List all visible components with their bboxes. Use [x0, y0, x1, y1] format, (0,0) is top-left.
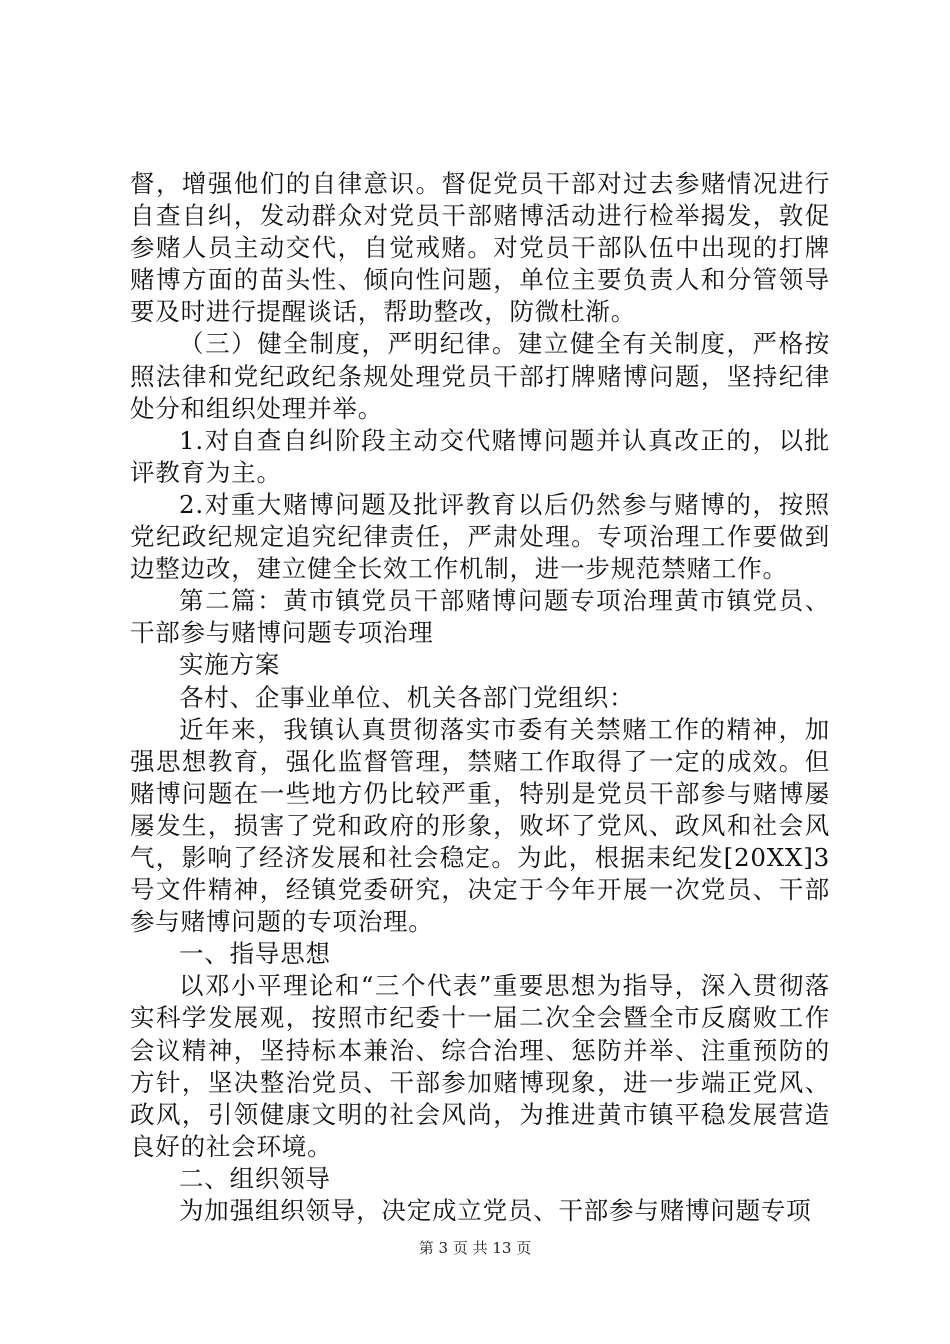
heading-guiding-ideology: 一、指导思想	[179, 939, 331, 969]
paragraph-4: 2.对重大赌博问题及批评教育以后仍然参与赌博的，按照党纪政纪规定追究纪律责任，严肃处理。专项治理工作要做到边整边改，建立健全长效工作机制，进一步规范禁赌工作。	[130, 489, 830, 584]
page-number-footer: 第 3 页 共 13 页	[418, 1239, 532, 1257]
section-title-part-two: 第二篇：黄市镇党员干部赌博问题专项治理黄市镇党员、干部参与赌博问题专项治理	[130, 586, 830, 648]
paragraph-1: 督，增强他们的自律意识。督促党员干部对过去参赌情况进行自查自纠，发动群众对党员干部赌博活动进行检举揭发，敦促参赌人员主动交代，自觉戒赌。对党员干部队伍中出现的打牌赌博方面的苗头性、倾向性问题，单位主要负责人和分管领导要及时进行提醒谈话，帮助整改，防微杜渐。	[130, 169, 830, 327]
paragraph-2: （三）健全制度，严明纪律。建立健全有关制度，严格按照法律和党纪政纪条规处理党员干部打牌赌博问题，坚持纪律处分和组织处理并举。	[130, 329, 830, 423]
section-subtitle-plan: 实施方案	[179, 650, 281, 680]
paragraph-organization-leadership: 为加强组织领导，决定成立党员、干部参与赌博问题专项	[179, 1196, 812, 1225]
paragraph-guiding-ideology: 以邓小平理论和“三个代表”重要思想为指导，深入贯彻落实科学发展观，按照市纪委十一届二次全会暨全市反腐败工作会议精神，坚持标本兼治、综合治理、惩防并举、注重预防的方针，坚决整治党员、干部参加赌博现象，进一步端正党风、政风，引领健康文明的社会风尚，为推进黄市镇平稳发展营造良好的社会环境。	[130, 971, 830, 1161]
paragraph-3: 1.对自查自纠阶段主动交代赌博问题并认真改正的，以批评教育为主。	[130, 425, 830, 487]
addressee-line: 各村、企事业单位、机关各部门党组织：	[179, 682, 635, 712]
heading-organization-leadership: 二、组织领导	[179, 1163, 331, 1193]
paragraph-background: 近年来，我镇认真贯彻落实市委有关禁赌工作的精神，加强思想教育，强化监督管理，禁赌工作取得了一定的成效。但赌博问题在一些地方仍比较严重，特别是党员干部参与赌博屡屡发生，损害了党和政府的形象，败坏了党风、政风和社会风气，影响了经济发展和社会稳定。为此，根据耒纪发[20XX]3号文件精神，经镇党委研究，决定于今年开展一次党员、干部参与赌博问题的专项治理。	[130, 714, 830, 937]
document-body	[130, 168, 830, 1227]
